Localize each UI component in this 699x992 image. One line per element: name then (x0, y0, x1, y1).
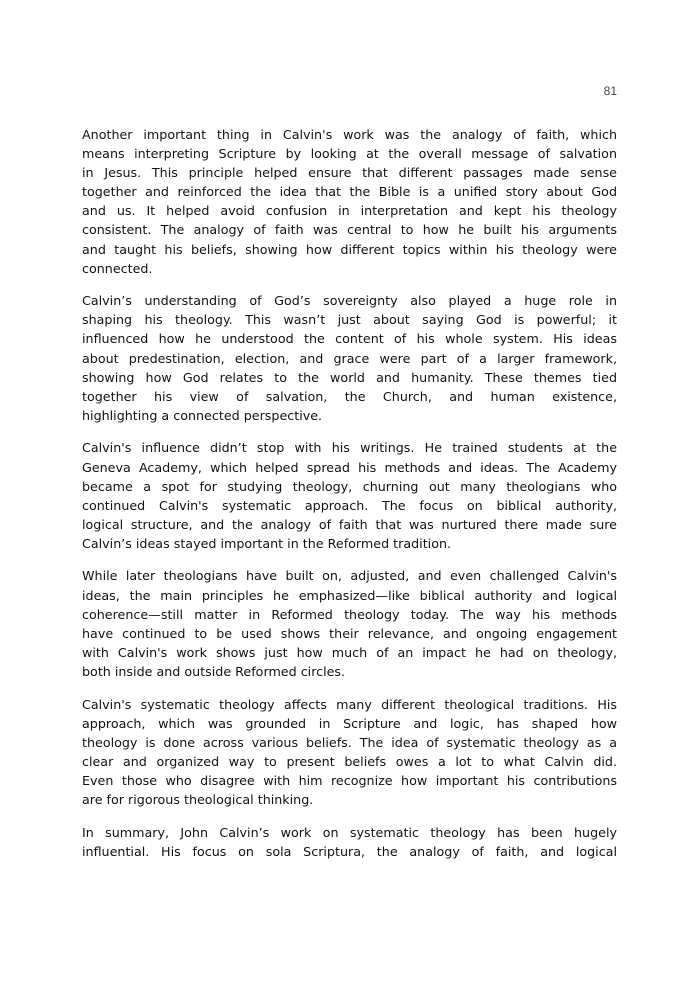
text-line: with Calvin's work shows just how much of an impact he had on theology, (82, 644, 617, 660)
text-line: and us. It helped avoid confusion in interpretation and kept his theology (82, 203, 617, 219)
text-line: have continued to be used shows their relevance, and ongoing engagement (82, 625, 617, 641)
text-line: showing how God relates to the world and humanity. These themes tied (82, 369, 617, 385)
text-line: Calvin’s understanding of God’s sovereignty also played a huge role in (82, 293, 617, 309)
text-line: Another important thing in Calvin's work was the analogy of faith, which (82, 127, 617, 142)
text-line: continued Calvin's systematic approach. The focus on biblical authority, (82, 497, 617, 513)
paragraph (82, 695, 617, 810)
text-line: theology is done across various beliefs. The idea of systematic theology as a (82, 734, 617, 750)
paragraph (82, 566, 617, 681)
text-line: influenced how he understood the content of his whole system. His ideas (82, 331, 617, 347)
text-line: shaping his theology. This wasn’t just about saying God is powerful; it (82, 312, 617, 328)
text-line: influential. His focus on sola Scriptura, the analogy of faith, and logical (82, 843, 617, 859)
text-line: together and reinforced the idea that the Bible is a unified story about God (82, 184, 617, 200)
text-line: means interpreting Scripture by looking at the overall message of salvation (82, 146, 617, 162)
page-number: 81 (603, 84, 617, 98)
text-line: Calvin's influence didn’t stop with his writings. He trained students at the (82, 440, 617, 456)
text-line: together his view of salvation, the Church, and human existence, (82, 388, 617, 404)
paragraph (82, 291, 617, 425)
paragraph (82, 823, 617, 861)
paragraph (82, 125, 617, 278)
text-line: Calvin's systematic theology affects many different theological traditions. His (82, 696, 617, 712)
text-line: and taught his beliefs, showing how different topics within his theology were (82, 241, 617, 257)
text-line: ideas, the main principles he emphasized—like biblical authority and logical (82, 587, 617, 603)
document-body (82, 125, 617, 874)
paragraph (82, 438, 617, 553)
text-line: became a spot for studying theology, churning out many theologians who (82, 478, 617, 494)
text-line: Calvin’s ideas stayed important in the Reformed tradition. (82, 535, 452, 551)
text-line: While later theologians have built on, adjusted, and even challenged Calvin's (82, 568, 617, 584)
text-line: connected. (82, 260, 153, 276)
text-line: approach, which was grounded in Scripture and logic, has shaped how (82, 715, 617, 731)
text-line: are for rigorous theological thinking. (82, 792, 314, 807)
text-line: in Jesus. This principle helped ensure that different passages made sense (82, 165, 617, 181)
text-line: clear and organized way to present beliefs owes a lot to what Calvin did. (82, 753, 617, 769)
text-line: Geneva Academy, which helped spread his methods and ideas. The Academy (82, 459, 617, 475)
text-line: about predestination, election, and grace were part of a larger framework, (82, 350, 617, 366)
text-line: coherence—still matter in Reformed theology today. The way his methods (82, 606, 617, 622)
text-line: Even those who disagree with him recognize how important his contributions (82, 772, 617, 788)
text-line: In summary, John Calvin’s work on systematic theology has been hugely (82, 824, 617, 840)
text-line: both inside and outside Reformed circles. (82, 663, 346, 679)
text-line: logical structure, and the analogy of faith that was nurtured there made sure (82, 516, 617, 532)
text-line: highlighting a connected perspective. (82, 407, 323, 423)
text-line: consistent. The analogy of faith was central to how he built his arguments (82, 222, 617, 238)
